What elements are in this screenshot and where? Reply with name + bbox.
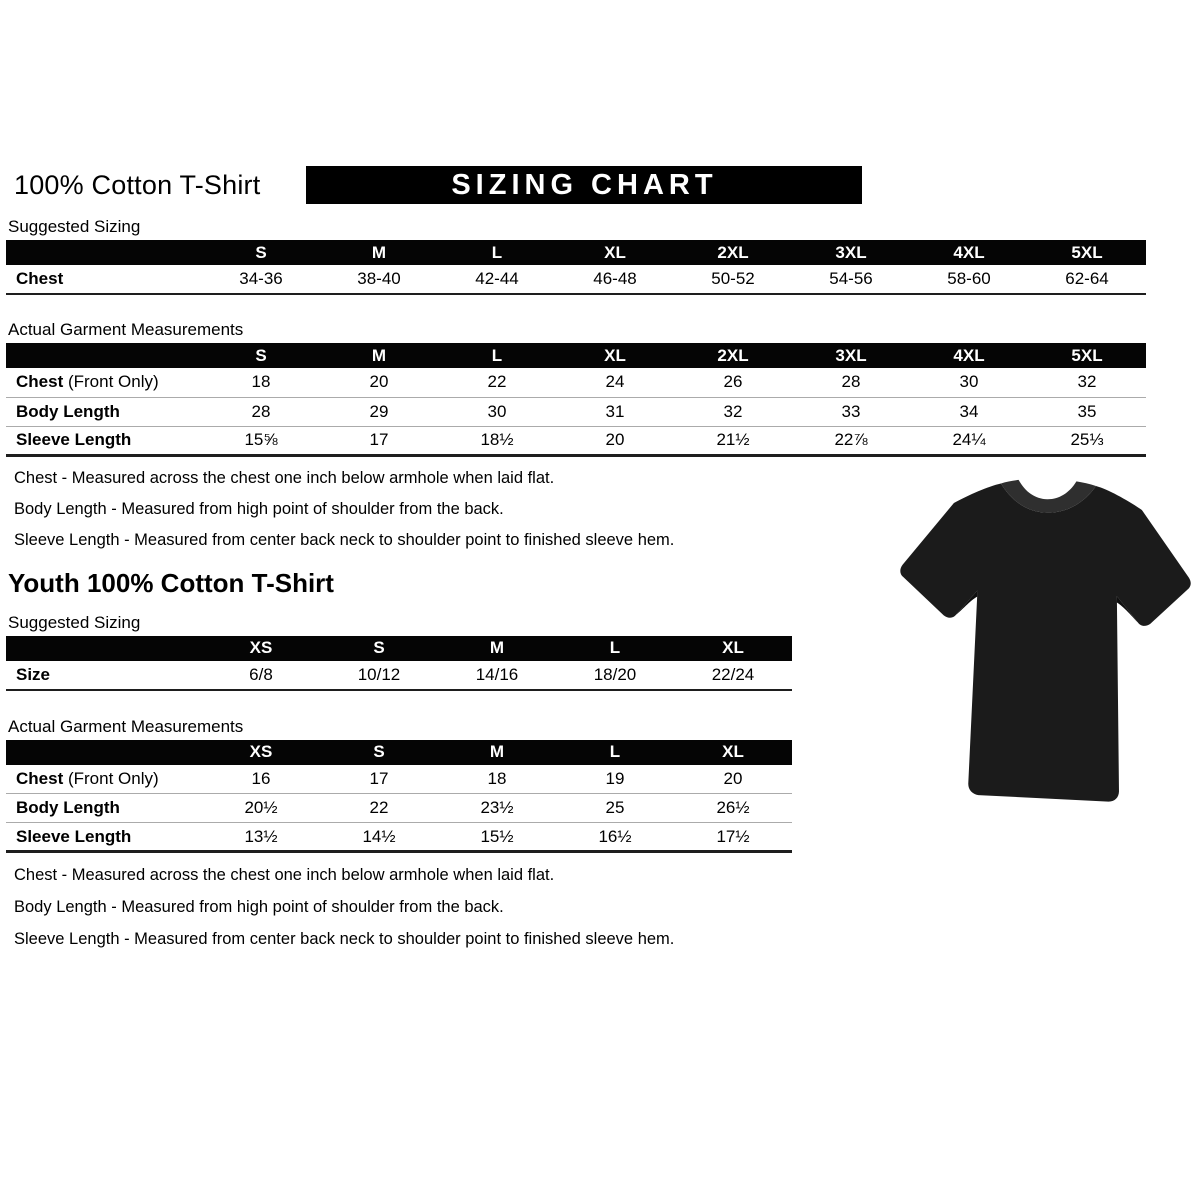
- measurement-cell: 20½: [202, 794, 320, 823]
- youth-measurement-notes: [6, 866, 1160, 949]
- size-header-row: [6, 343, 1146, 368]
- measurement-cell: 21½: [716, 430, 750, 449]
- measurement-cell: 18: [438, 765, 556, 794]
- size-column-header: XL: [674, 740, 792, 765]
- measurement-cell: 16: [202, 765, 320, 794]
- size-column-header: S: [320, 740, 438, 765]
- measurement-cell: 18½: [480, 430, 514, 449]
- measurement-cell: 22: [320, 794, 438, 823]
- measurement-cell: 24: [556, 368, 674, 397]
- note-body-length: Body Length - Measured from high point of shoulder from the back.: [14, 898, 504, 916]
- youth-measurements-label: Actual Garment Measurements: [8, 716, 244, 736]
- measurement-cell: 15⅝: [244, 430, 278, 449]
- size-column-header: S: [202, 240, 320, 265]
- measurement-cell: 54-56: [829, 269, 873, 288]
- size-column-header: XL: [556, 343, 674, 368]
- size-column-header: L: [438, 343, 556, 368]
- table-corner: [6, 240, 202, 265]
- size-column-header: XS: [202, 636, 320, 661]
- measurement-cell: 31: [556, 397, 674, 426]
- size-column-header: L: [556, 740, 674, 765]
- adult-measurements-table: [6, 343, 1146, 457]
- measurement-cell: 14/16: [475, 664, 519, 684]
- row-label: Body Length: [6, 397, 202, 426]
- row-label: Size: [16, 664, 51, 684]
- measurement-cell: 38-40: [357, 269, 401, 288]
- measurement-cell: 19: [556, 765, 674, 794]
- adult-suggested-sizing-label: Suggested Sizing: [8, 217, 141, 236]
- measurement-cell: 18: [202, 368, 320, 397]
- measurement-cell: 16½: [598, 826, 632, 846]
- measurement-cell: 32: [674, 397, 792, 426]
- size-column-header: 4XL: [910, 240, 1028, 265]
- row-label: Chest (Front Only): [6, 765, 202, 794]
- note-chest: Chest - Measured across the chest one inch below armhole when laid flat.: [14, 468, 555, 487]
- size-column-header: M: [438, 636, 556, 661]
- size-column-header: 2XL: [674, 343, 792, 368]
- youth-section-title: Youth 100% Cotton T-Shirt: [8, 567, 334, 598]
- size-header-row: [6, 636, 792, 661]
- measurement-cell: 17½: [716, 826, 750, 846]
- measurement-cell: 25⅓: [1070, 430, 1104, 449]
- size-column-header: XL: [674, 636, 792, 661]
- tshirt-graphic: [886, 470, 1196, 832]
- table-row: [6, 397, 1146, 426]
- measurement-cell: 42-44: [475, 269, 519, 288]
- size-column-header: XS: [202, 740, 320, 765]
- youth-suggested-sizing-table: [6, 636, 792, 691]
- measurement-cell: 35: [1028, 397, 1146, 426]
- size-column-header: M: [438, 740, 556, 765]
- tshirt-product-image: [886, 470, 1196, 832]
- measurement-cell: 22/24: [711, 664, 755, 684]
- sizing-chart-banner: SIZING CHART: [306, 166, 862, 204]
- size-column-header: 4XL: [910, 343, 1028, 368]
- table-row: [6, 265, 1146, 294]
- table-row: [6, 661, 792, 690]
- size-column-header: 2XL: [674, 240, 792, 265]
- measurement-cell: 28: [792, 368, 910, 397]
- measurement-cell: 29: [320, 397, 438, 426]
- measurement-cell: 50-52: [711, 269, 755, 288]
- youth-measurements-table: [6, 740, 792, 854]
- note-chest: Chest - Measured across the chest one inch below armhole when laid flat.: [14, 866, 555, 884]
- measurement-cell: 32: [1028, 368, 1146, 397]
- measurement-cell: 58-60: [947, 269, 991, 288]
- size-column-header: L: [438, 240, 556, 265]
- row-label: Sleeve Length: [16, 826, 132, 846]
- measurement-cell: 23½: [438, 794, 556, 823]
- measurement-cell: 26½: [674, 794, 792, 823]
- measurement-cell: 20: [605, 430, 625, 449]
- measurement-cell: 34-36: [239, 269, 283, 288]
- measurement-cell: 25: [556, 794, 674, 823]
- table-corner: [6, 740, 202, 765]
- size-column-header: 3XL: [792, 343, 910, 368]
- table-row: [6, 426, 1146, 455]
- measurement-cell: 30: [438, 397, 556, 426]
- measurement-cell: 20: [674, 765, 792, 794]
- row-label: Chest (Front Only): [6, 368, 202, 397]
- table-row: [6, 823, 792, 852]
- row-label: Body Length: [6, 794, 202, 823]
- size-column-header: L: [556, 636, 674, 661]
- measurement-cell: 22: [438, 368, 556, 397]
- measurement-cell: 18/20: [593, 664, 637, 684]
- size-column-header: S: [320, 636, 438, 661]
- size-column-header: S: [202, 343, 320, 368]
- measurement-cell: 28: [202, 397, 320, 426]
- measurement-cell: 34: [910, 397, 1028, 426]
- measurement-cell: 26: [674, 368, 792, 397]
- youth-suggested-sizing-label: Suggested Sizing: [8, 612, 141, 632]
- note-body-length: Body Length - Measured from high point of shoulder from the back.: [14, 499, 504, 518]
- measurement-cell: 13½: [244, 826, 278, 846]
- size-column-header: 5XL: [1028, 240, 1146, 265]
- table-row: [6, 794, 792, 823]
- size-header-row: [6, 240, 1146, 265]
- measurement-cell: 46-48: [593, 269, 637, 288]
- note-sleeve-length: Sleeve Length - Measured from center back neck to shoulder point to finished sleeve hem.: [14, 530, 675, 549]
- adult-measurements-label: Actual Garment Measurements: [8, 320, 244, 339]
- adult-suggested-sizing-table: [6, 240, 1146, 295]
- table-row: [6, 368, 1146, 397]
- measurement-cell: 6/8: [249, 664, 273, 684]
- size-column-header: M: [320, 240, 438, 265]
- size-column-header: 3XL: [792, 240, 910, 265]
- measurement-cell: 17: [320, 765, 438, 794]
- size-column-header: XL: [556, 240, 674, 265]
- measurement-cell: 33: [792, 397, 910, 426]
- measurement-cell: 15½: [480, 826, 514, 846]
- measurement-cell: 30: [910, 368, 1028, 397]
- tshirt-body-shape: [894, 481, 1193, 804]
- measurement-cell: 10/12: [357, 664, 401, 684]
- size-column-header: M: [320, 343, 438, 368]
- title-row: [14, 164, 1160, 206]
- table-corner: [6, 636, 202, 661]
- measurement-cell: 24¼: [952, 430, 986, 449]
- size-column-header: 5XL: [1028, 343, 1146, 368]
- note-sleeve-length: Sleeve Length - Measured from center back neck to shoulder point to finished sleeve hem.: [14, 930, 675, 948]
- measurement-cell: 20: [320, 368, 438, 397]
- measurement-cell: 22⅞: [834, 430, 868, 449]
- measurement-cell: 62-64: [1065, 269, 1109, 288]
- row-label: Sleeve Length: [16, 430, 132, 449]
- row-label: Chest: [16, 269, 64, 288]
- measurement-cell: 17: [369, 430, 389, 449]
- size-header-row: [6, 740, 792, 765]
- page-title: 100% Cotton T-Shirt: [14, 169, 261, 200]
- table-row: [6, 765, 792, 794]
- table-corner: [6, 343, 202, 368]
- measurement-cell: 14½: [362, 826, 396, 846]
